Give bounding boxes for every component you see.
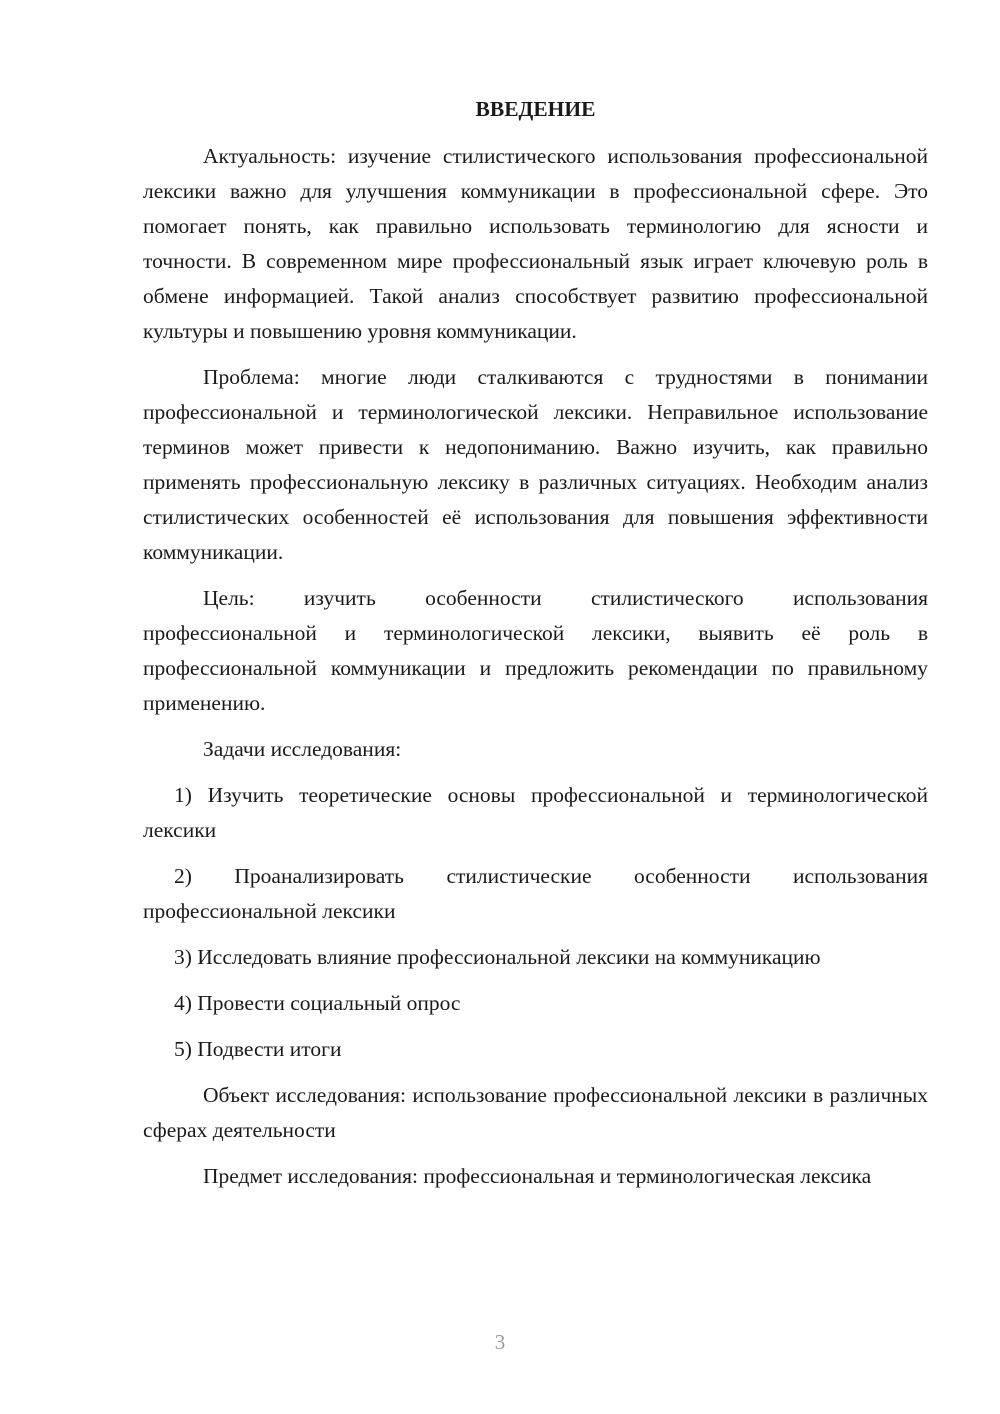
task-item: 1) Изучить теоретические основы профессиональной и терминологической лексики <box>143 783 928 842</box>
tasks-heading: Задачи исследования: <box>203 737 402 761</box>
relevance-paragraph: Актуальность: изучение стилистического использования профессиональной лексики важно для улучшения коммуникации в профессиональной сфере. Это помогает понять, как правильно использовать терминологию для ясности и точности. В современном мире профессиональный язык играет ключевую роль в обмене информацией. Такой анализ способствует развитию профессиональной культуры и повышению уровня коммуникации. <box>143 144 928 343</box>
subject-paragraph: Предмет исследования: профессиональная и терминологическая лексика <box>203 1164 872 1188</box>
page-title: ВВЕДЕНИЕ <box>475 97 596 121</box>
task-item: 4) Провести социальный опрос <box>174 991 461 1015</box>
document-page <box>143 92 928 1205</box>
task-item: 3) Исследовать влияние профессиональной лексики на коммуникацию <box>174 945 821 969</box>
goal-paragraph: Цель: изучить особенности стилистического использования профессиональной и терминологической лексики, выявить её роль в профессиональной коммуникации и предложить рекомендации по правильному применению. <box>143 586 928 715</box>
page-number: 3 <box>494 1330 506 1354</box>
problem-paragraph: Проблема: многие люди сталкиваются с трудностями в понимании профессиональной и терминологической лексики. Неправильное использование терминов может привести к недопониманию. Важно изучить, как правильно применять профессиональную лексику в различных ситуациях. Необходим анализ стилистических особенностей её использования для повышения эффективности коммуникации. <box>143 365 928 564</box>
task-item: 2) Проанализировать стилистические особенности использования профессиональной лексики <box>143 864 928 923</box>
task-item: 5) Подвести итоги <box>174 1037 342 1061</box>
object-paragraph: Объект исследования: использование профессиональной лексики в различных сферах деятельности <box>143 1083 928 1142</box>
